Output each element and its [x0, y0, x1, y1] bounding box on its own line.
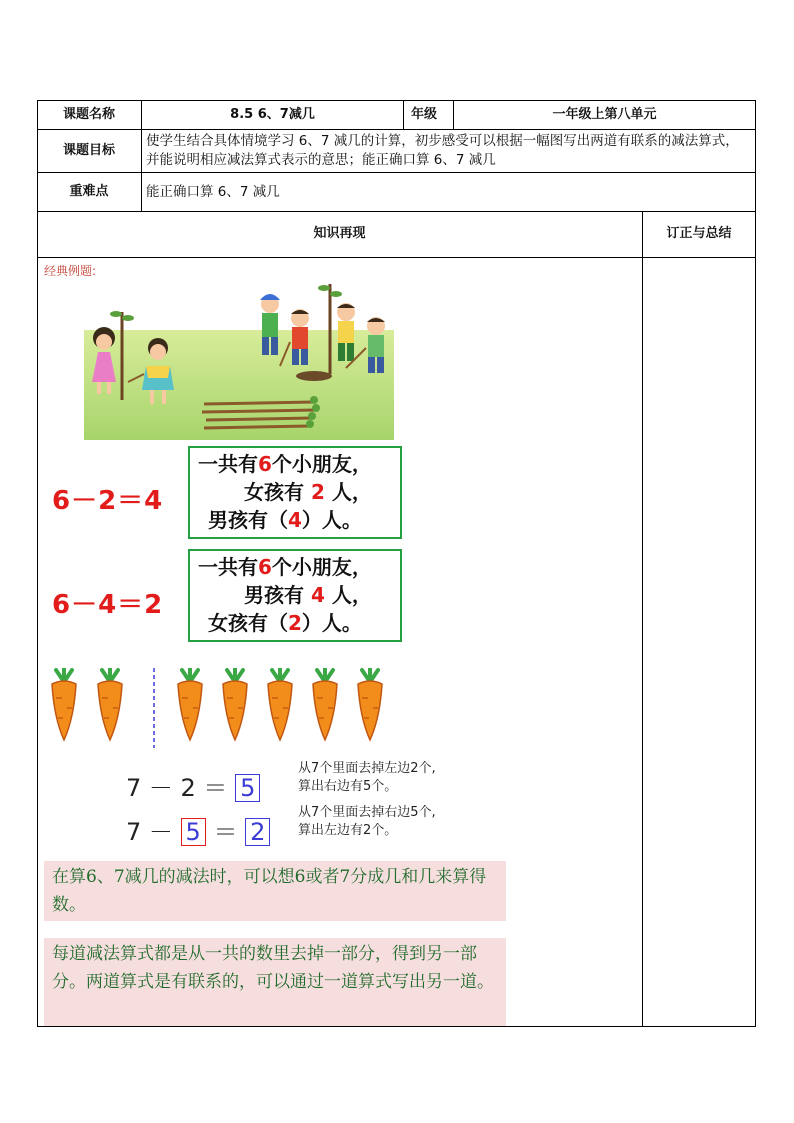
row-divider — [37, 172, 756, 173]
example2-box — [188, 549, 402, 642]
example1-equation: 6－2＝4 — [52, 486, 164, 516]
answer-box: 2 — [245, 818, 270, 846]
table-border-bottom — [37, 1026, 756, 1027]
carrot-row — [48, 668, 398, 748]
grade-label: 年级 — [411, 107, 438, 122]
example-label: 经典例题: — [44, 264, 97, 278]
carrot-equation-1: 7 － 2 ＝ 5 — [126, 768, 260, 803]
topic-label: 课题名称 — [62, 107, 115, 122]
summary-box-1: 在算6、7减几的减法时，可以想6或者7分成几和几来算得数。 — [44, 861, 506, 921]
example2-line1: 一共有6个小朋友， — [198, 555, 372, 579]
carrot-equation-2: 7 － 5 ＝ 2 — [126, 812, 270, 847]
carrot-note-1: 从7个里面去掉左边2个, 算出右边有5个。 — [298, 761, 436, 794]
example2-line2: 男孩有 4 人， — [244, 583, 372, 607]
table-border-top — [37, 100, 756, 101]
carrot-icon — [313, 668, 337, 740]
example1-box — [188, 446, 402, 539]
summary-box-2: 每道减法算式都是从一共的数里去掉一部分，得到另一部分。两道算式是有联系的，可以通过一道算式写出另一道。 — [44, 938, 506, 1026]
key-value: 能正确口算 6、7 减几 — [146, 184, 280, 200]
carrot-icon — [223, 668, 247, 740]
knowledge-label: 知识再现 — [313, 226, 366, 241]
row-divider — [37, 257, 756, 258]
answer-box: 5 — [235, 774, 260, 802]
carrot-icon — [98, 668, 122, 740]
key-label: 重难点 — [69, 184, 109, 199]
carrot-icon — [358, 668, 382, 740]
topic-value: 8.5 6、7减几 — [230, 107, 315, 122]
row-divider — [37, 129, 756, 130]
answer-box: 5 — [181, 818, 206, 846]
example1-line3: 男孩有（4）人。 — [208, 508, 362, 532]
revise-label: 订正与总结 — [666, 226, 732, 241]
example1-line2: 女孩有 2 人， — [244, 480, 372, 504]
col-divider — [642, 211, 643, 1026]
table-border-right — [755, 100, 756, 1027]
example2-line3: 女孩有（2）人。 — [208, 611, 362, 635]
goal-value: 使学生结合具体情境学习 6、7 减几的计算，初步感受可以根据一幅图写出两道有联系的减法算式，并能说明相应减法算式表示的意思；能正确口算 6、7 减几 — [146, 133, 739, 168]
dirt-mound — [296, 371, 332, 381]
carrot-icon — [178, 668, 202, 740]
example2-equation: 6－4＝2 — [52, 590, 164, 620]
goal-label: 课题目标 — [62, 143, 115, 158]
example1-line1: 一共有6个小朋友， — [198, 452, 372, 476]
carrot-icon — [52, 668, 76, 740]
col-divider — [403, 100, 404, 129]
tree-planting-illustration — [84, 282, 394, 440]
carrot-icon — [268, 668, 292, 740]
carrot-note-2: 从7个里面去掉右边5个, 算出左边有2个。 — [298, 805, 436, 838]
grade-value: 一年级上第八单元 — [552, 107, 657, 122]
row-divider — [37, 211, 756, 212]
